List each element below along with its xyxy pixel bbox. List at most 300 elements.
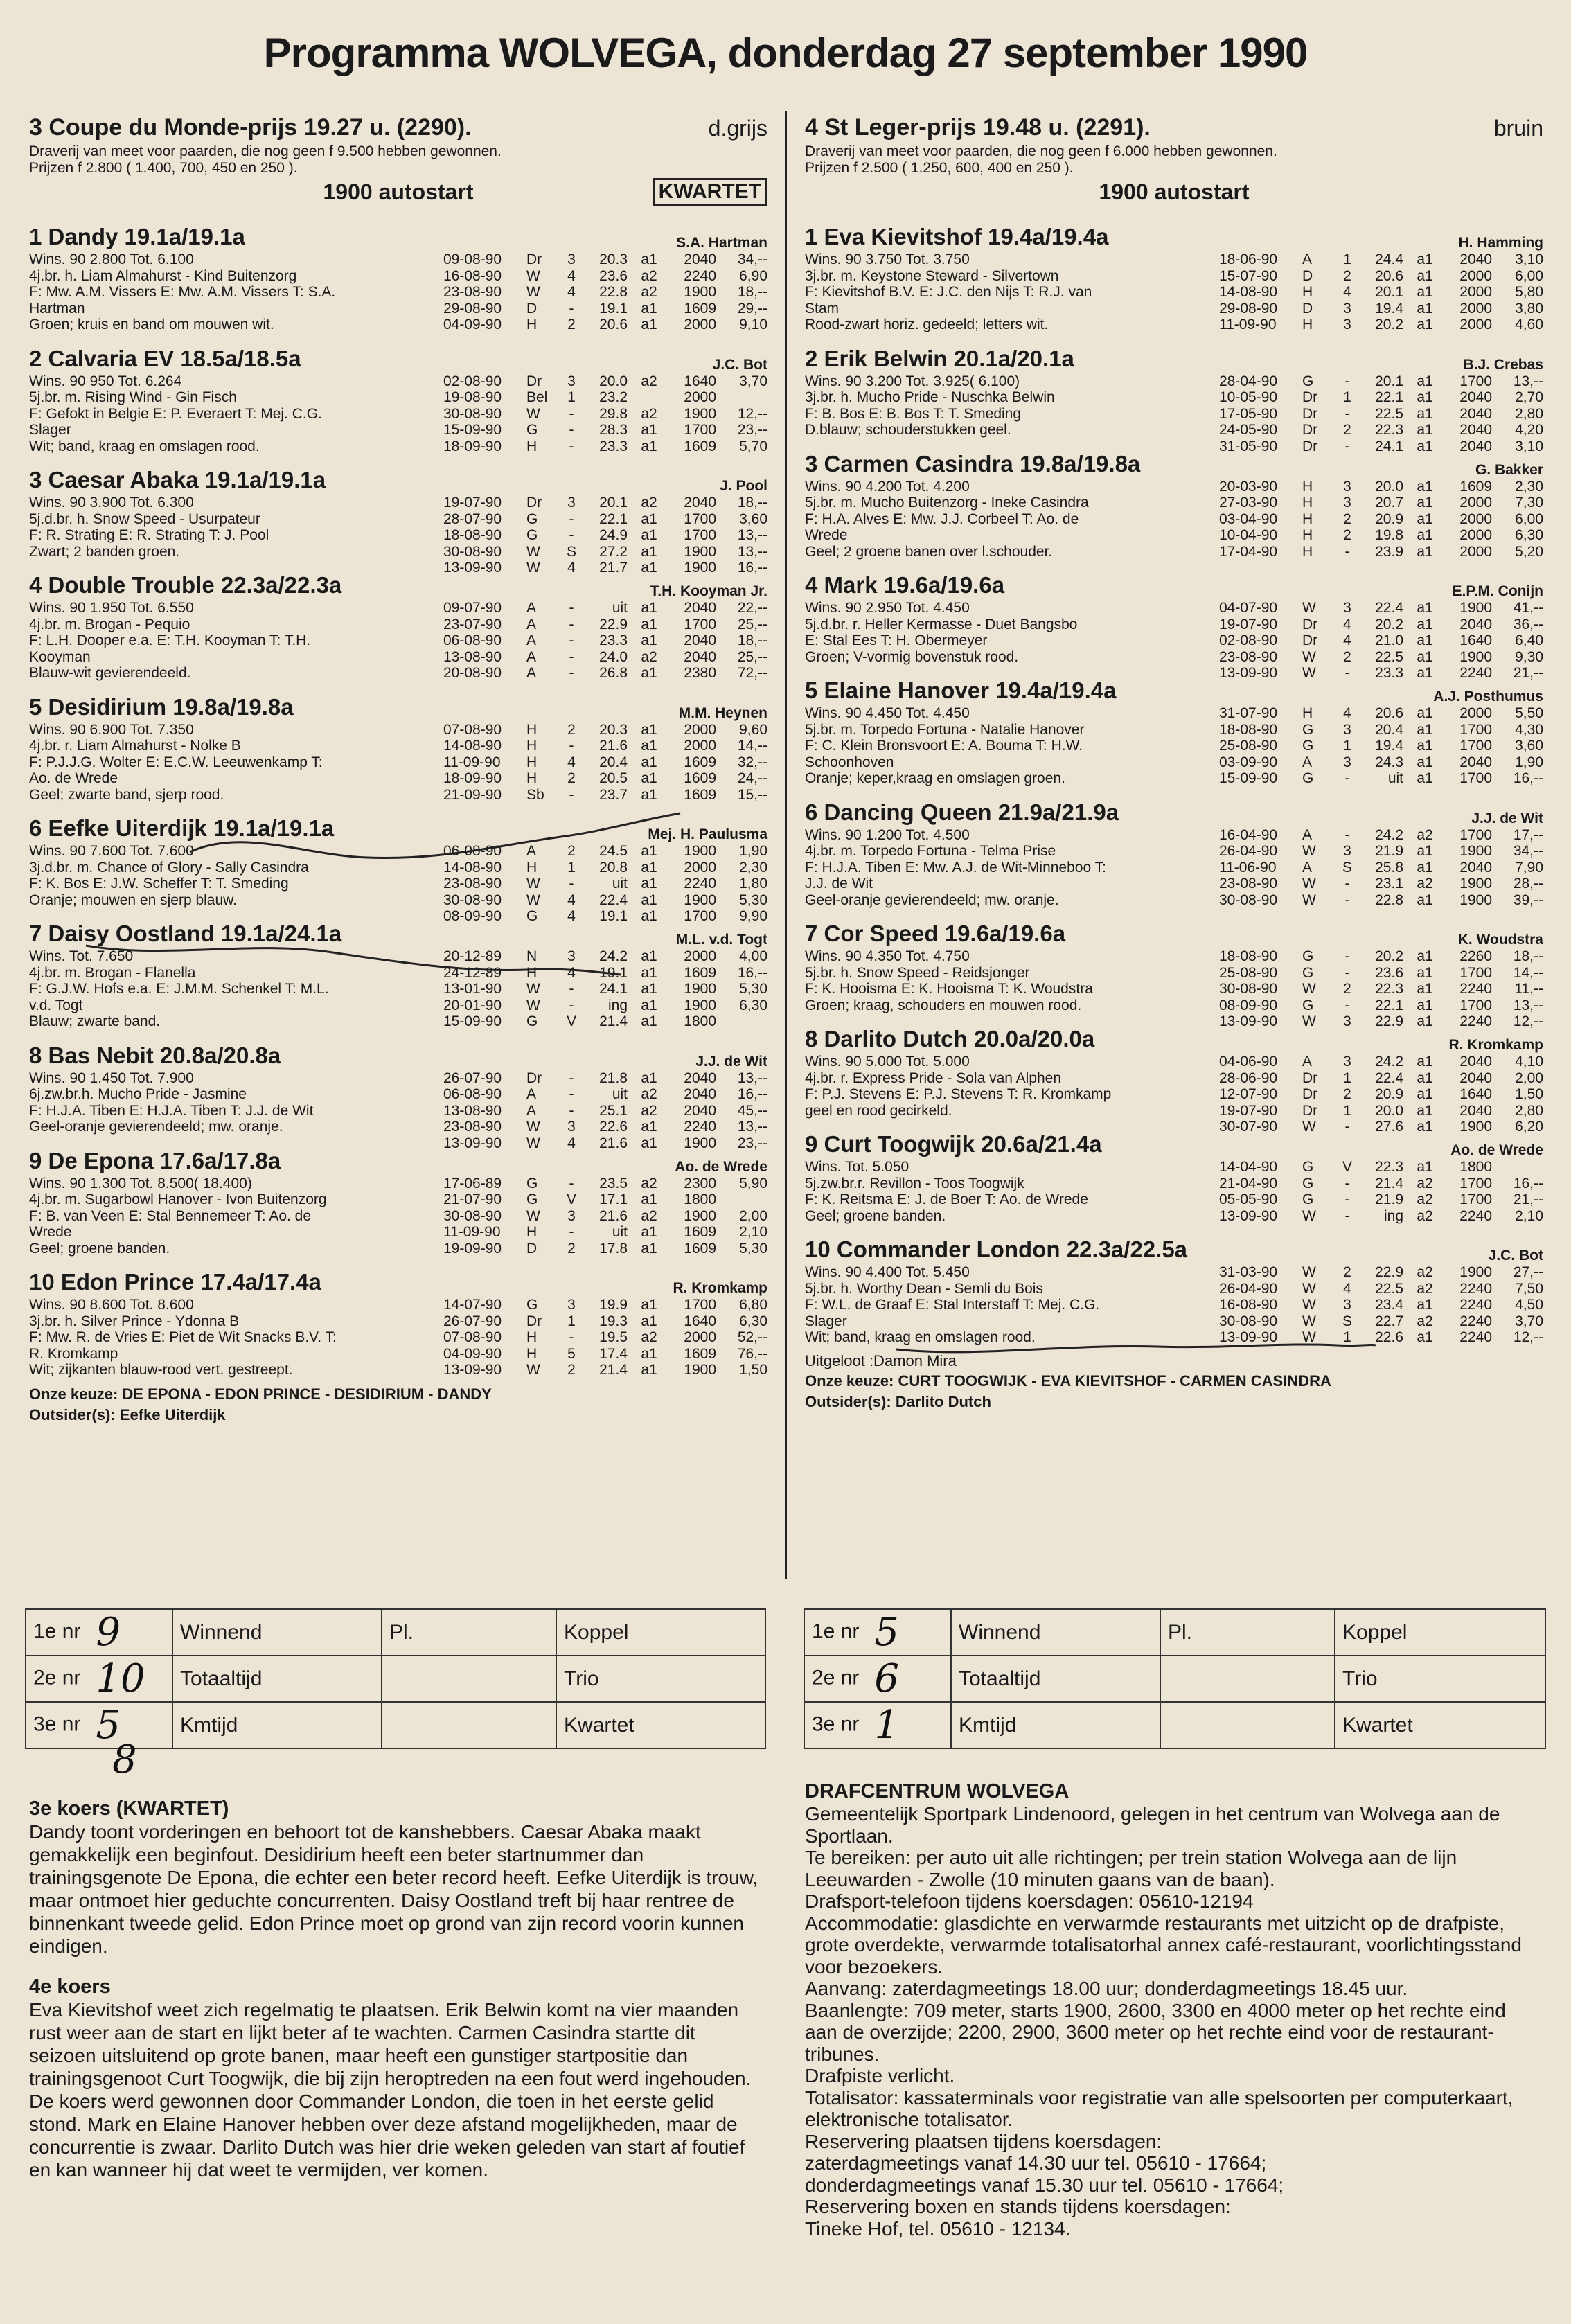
form-cell: 2240 [684, 1119, 716, 1135]
form-cell: a1 [1417, 478, 1433, 495]
form-cell: 1609 [684, 300, 716, 317]
horse-entry [805, 799, 1543, 909]
result-table-race-4 [804, 1608, 1546, 1749]
form-row [443, 317, 769, 333]
horse-info-line: Rood-zwart horiz. gedeeld; letters wit. [805, 317, 1049, 332]
form-row [443, 1208, 769, 1225]
form-cell: - [1344, 892, 1350, 908]
form-cell: 2 [1343, 981, 1351, 997]
horse-name: 4 Double Trouble 22.3a/22.3a [29, 572, 342, 598]
form-cell: 4,30 [1515, 721, 1543, 738]
form-cell: A [526, 632, 537, 648]
form-row [443, 1297, 769, 1313]
horse-header [805, 1131, 1543, 1159]
horse-entry [805, 1236, 1543, 1346]
form-cell: a1 [1417, 705, 1433, 721]
form-cell: 2000 [1459, 300, 1492, 317]
form-cell: Dr [1302, 389, 1318, 405]
form-cell: a1 [641, 964, 657, 981]
form-cell: W [1302, 665, 1316, 681]
form-cell: 11-09-90 [1219, 317, 1277, 332]
form-table [443, 1070, 769, 1152]
form-cell: 13,-- [737, 1119, 767, 1135]
form-cell: W [526, 876, 540, 892]
form-cell: W [1302, 1013, 1316, 1029]
horse-entry [29, 694, 767, 804]
form-table [443, 495, 769, 576]
result-row [26, 1656, 765, 1702]
form-cell: 30-08-90 [443, 405, 502, 422]
form-cell: G [1302, 1191, 1314, 1207]
horse-name: 5 Elaine Hanover 19.4a/19.4a [805, 677, 1117, 703]
form-cell: a1 [1417, 1119, 1433, 1135]
form-cell: 5,70 [739, 438, 767, 454]
form-cell: 23.7 [599, 786, 628, 803]
horse-info-line: Wrede [29, 1224, 72, 1240]
horse-info-line: 4j.br. m. Torpedo Fortuna - Telma Prise [805, 843, 1056, 859]
horse-info-line: Geel; groene banden. [29, 1240, 170, 1257]
form-cell: a1 [1417, 1297, 1433, 1313]
horse-info-line: F: Kievitshof B.V. E: J.C. den Nijs T: R.J. van [805, 284, 1092, 300]
form-cell: G [526, 1175, 538, 1191]
form-cell: 1900 [1459, 843, 1492, 859]
form-row [443, 665, 769, 682]
form-cell: 20.1 [599, 495, 628, 511]
drafcentrum-line: Totalisator: kassaterminals voor registratie van alle spelsoorten per computerkaart, elektronische totalisator. [805, 2086, 1514, 2130]
handwritten-number: 1 [874, 1703, 900, 1748]
horse-header [805, 224, 1543, 251]
form-cell: 18,-- [737, 495, 767, 511]
form-cell: 13-09-90 [1219, 665, 1278, 681]
form-row [443, 495, 769, 511]
form-cell: 21.4 [599, 1013, 628, 1029]
form-table [443, 600, 769, 682]
form-cell: 2040 [1459, 251, 1492, 267]
form-cell: a2 [641, 1329, 657, 1345]
form-cell: 1800 [684, 1191, 716, 1207]
form-cell: 15-09-90 [443, 1013, 502, 1029]
form-cell: W [1302, 1207, 1316, 1224]
form-cell: 1700 [684, 527, 716, 543]
form-cell: 18-09-90 [443, 770, 502, 786]
horse-info-line: F: G.J.W. Hofs e.a. E: J.M.M. Schenkel T: M.L. [29, 981, 329, 997]
form-row [443, 1103, 769, 1119]
form-cell: 1 [1343, 738, 1351, 754]
horse-info-line: Wins. 90 3.900 Tot. 6.300 [29, 495, 194, 511]
form-cell: 29-08-90 [1219, 300, 1278, 317]
form-cell: 2,00 [1515, 1070, 1543, 1086]
horse-info [29, 722, 438, 804]
form-cell: 18-09-90 [443, 438, 502, 454]
form-cell: 2 [1343, 1086, 1351, 1102]
horse-name: 2 Calvaria EV 18.5a/18.5a [29, 345, 301, 371]
form-cell: 2 [567, 770, 576, 786]
result-position [804, 1656, 951, 1702]
form-cell: 21,-- [1513, 1191, 1543, 1207]
horse-info [805, 948, 1214, 1013]
form-cell: 22.4 [1375, 600, 1403, 616]
form-cell: W [1302, 1329, 1316, 1345]
form-row [443, 787, 769, 804]
form-cell: A [526, 648, 537, 665]
form-cell: 25,-- [737, 648, 767, 665]
form-row [443, 1119, 769, 1135]
form-row [1219, 479, 1545, 495]
trainer-name: M.L. v.d. Togt [675, 932, 767, 948]
form-cell: a1 [641, 1119, 657, 1135]
form-cell: 3 [1343, 478, 1351, 495]
form-cell: 1900 [684, 843, 716, 859]
form-cell: 2040 [1459, 616, 1492, 632]
horse-info [29, 600, 438, 682]
form-cell: 3,10 [1515, 438, 1543, 454]
form-cell: G [1302, 997, 1314, 1013]
horse-info-line: 5j.br. h. Snow Speed - Reidsjonger [805, 964, 1030, 981]
form-cell: G [526, 1013, 538, 1029]
form-cell: Dr [1302, 616, 1318, 632]
form-cell: G [526, 908, 538, 924]
form-cell: 31-05-90 [1219, 438, 1278, 454]
horse-name: 2 Erik Belwin 20.1a/20.1a [805, 345, 1074, 371]
form-cell: 1700 [1459, 1175, 1492, 1191]
form-cell: H [1302, 495, 1313, 511]
form-cell: a1 [1417, 754, 1433, 770]
form-row [443, 422, 769, 438]
horse-info-line: 3j.d.br. m. Chance of Glory - Sally Casindra [29, 859, 309, 876]
form-cell: 5,50 [1515, 705, 1543, 721]
horse-name: 6 Eefke Uiterdijk 19.1a/19.1a [29, 815, 335, 841]
form-cell: 18,-- [737, 632, 767, 648]
horse-body [805, 948, 1543, 1029]
form-cell: 19.1 [599, 964, 628, 981]
result-label: Pl. [382, 1609, 556, 1656]
form-cell: 36,-- [1513, 616, 1543, 632]
form-cell: 32,-- [737, 754, 767, 770]
form-cell: 13-09-90 [1219, 1207, 1278, 1224]
form-cell: 30-07-90 [1219, 1119, 1278, 1135]
race-start-type [805, 179, 1543, 211]
trainer-name: M.M. Heynen [678, 704, 767, 721]
form-cell: 13-09-90 [443, 560, 502, 576]
form-cell: 13-01-90 [443, 981, 502, 997]
form-cell: 2040 [1459, 438, 1492, 454]
form-cell: Dr [526, 251, 542, 267]
form-cell: 3,10 [1515, 251, 1543, 267]
form-row [1219, 1176, 1545, 1192]
horse-info-line: Groen; kraag, schouders en mouwen rood. [805, 997, 1082, 1013]
horse-header [29, 1043, 767, 1070]
form-cell: G [526, 1191, 538, 1207]
form-cell: 15-09-90 [1219, 770, 1278, 786]
form-cell: a1 [1417, 859, 1433, 876]
form-row [443, 738, 769, 754]
form-cell: a2 [641, 495, 657, 511]
form-cell: 24.1 [599, 981, 628, 997]
form-cell: 1640 [684, 373, 716, 389]
form-row [443, 965, 769, 982]
form-cell: 26-04-90 [1219, 843, 1278, 859]
form-cell: a2 [1417, 876, 1433, 892]
form-cell: 19.5 [599, 1329, 628, 1345]
trainer-name: J.J. de Wit [1471, 810, 1543, 826]
form-cell: 1700 [1459, 770, 1492, 786]
form-row [443, 981, 769, 997]
form-cell: 3 [1343, 721, 1351, 738]
form-row [1219, 1281, 1545, 1297]
result-label: Trio [556, 1656, 765, 1702]
race-start-type [29, 179, 767, 211]
horse-entry [29, 815, 767, 924]
form-cell: 5,90 [739, 1175, 767, 1191]
form-cell: 2240 [684, 876, 716, 892]
form-cell: A [526, 1102, 537, 1119]
form-cell: a1 [1417, 892, 1433, 908]
form-cell: W [1302, 1313, 1316, 1329]
form-cell: V [1342, 1159, 1352, 1175]
form-cell: 3 [1343, 1297, 1351, 1313]
page-title: Programma WOLVEGA, donderdag 27 september 1990 [263, 30, 1308, 76]
form-cell: a1 [1417, 317, 1433, 332]
form-cell [716, 389, 767, 406]
race-color-label: bruin [1493, 116, 1543, 141]
form-cell: a1 [1417, 495, 1433, 511]
form-table [1219, 1159, 1545, 1224]
form-cell: 34,-- [1513, 843, 1543, 859]
race-heading: 4 St Leger-prijs 19.48 u. (2291). bruin [805, 114, 1543, 141]
form-cell: 24.4 [1375, 251, 1403, 267]
horse-info-line: Geel-oranje gevierendeeld; mw. oranje. [29, 1119, 283, 1135]
drafcentrum-line: Gemeentelijk Sportpark Lindenoord, gelegen in het centrum van Wolvega aan de Sportlaan. [805, 1803, 1500, 1847]
form-cell: 4 [1343, 632, 1351, 648]
horse-info-line: Wins. Tot. 7.650 [29, 948, 134, 964]
result-row [26, 1609, 765, 1656]
form-cell: 18-08-90 [1219, 721, 1278, 738]
race-color-label: d.grijs [708, 116, 767, 141]
form-cell: 18-08-90 [1219, 948, 1278, 964]
trainer-name: H. Hamming [1458, 235, 1543, 251]
form-row [443, 389, 769, 406]
form-cell: 25-08-90 [1219, 964, 1278, 981]
form-row [1219, 981, 1545, 997]
horse-info-line: Wit; band, kraag en omslagen rood. [29, 438, 260, 454]
form-row [1219, 1159, 1545, 1176]
form-cell: A [1302, 859, 1313, 876]
form-row [1219, 827, 1545, 844]
form-cell: 23.6 [1375, 964, 1403, 981]
form-cell: 2 [1343, 267, 1351, 284]
form-cell: A [1302, 1054, 1313, 1070]
form-cell: 20.2 [1375, 948, 1403, 964]
form-cell: A [1302, 754, 1313, 770]
form-cell: 22.1 [1375, 997, 1403, 1013]
result-label: Kwartet [1335, 1702, 1545, 1748]
horse-name: 7 Cor Speed 19.6a/19.6a [805, 921, 1066, 946]
form-cell: a1 [641, 632, 657, 648]
form-cell: 1640 [684, 1313, 716, 1329]
form-cell: 27.2 [599, 543, 628, 560]
trainer-name: S.A. Hartman [676, 235, 767, 251]
form-table [443, 1176, 769, 1257]
horse-entry [29, 346, 767, 455]
form-cell: 6,00 [1515, 511, 1543, 527]
form-cell: a1 [1417, 600, 1433, 616]
result-label: Kmtijd [951, 1702, 1160, 1748]
horse-info-line: F: H.J.A. Tiben E: H.J.A. Tiben T: J.J. de Wit [29, 1102, 314, 1119]
form-row [1219, 1070, 1545, 1087]
form-cell: 9,10 [739, 317, 767, 332]
form-cell: a1 [1417, 1013, 1433, 1029]
form-cell: 07-08-90 [443, 1329, 502, 1345]
form-cell: a1 [1417, 405, 1433, 422]
form-cell: 26-04-90 [1219, 1280, 1278, 1297]
form-table [443, 1297, 769, 1378]
form-cell: W [526, 892, 540, 908]
form-cell: 23,-- [737, 1135, 767, 1151]
horse-name: 10 Commander London 22.3a/22.5a [805, 1236, 1188, 1262]
form-cell: a1 [1417, 948, 1433, 964]
form-cell: W [526, 1362, 540, 1378]
horse-info-line: geel en rood gecirkeld. [805, 1102, 952, 1119]
form-cell: - [1344, 1207, 1350, 1224]
form-cell: 20-03-90 [1219, 478, 1278, 495]
form-cell: Dr [526, 495, 542, 511]
form-cell: 20-12-89 [443, 948, 502, 964]
form-cell: G [526, 527, 538, 543]
form-cell: - [1344, 997, 1350, 1013]
form-cell: 25.1 [599, 1102, 628, 1119]
form-cell: 1700 [684, 422, 716, 438]
form-cell: 1609 [684, 770, 716, 786]
form-cell: 23-08-90 [443, 876, 502, 892]
form-cell: - [569, 648, 574, 665]
form-cell: 16-08-90 [443, 267, 502, 284]
horse-info-line: 3j.br. h. Mucho Pride - Nuschka Belwin [805, 389, 1055, 405]
horse-header [805, 1026, 1543, 1054]
result-position [26, 1702, 172, 1748]
horse-info-line: Wins. 90 3.750 Tot. 3.750 [805, 251, 970, 267]
form-row [1219, 600, 1545, 617]
result-label: Kwartet [556, 1702, 765, 1748]
form-cell: 22.9 [1375, 1264, 1403, 1280]
form-cell: 05-05-90 [1219, 1191, 1278, 1207]
result-label [1160, 1702, 1335, 1748]
form-cell: W [526, 1135, 540, 1151]
form-cell: 19-08-90 [443, 389, 502, 405]
result-position [804, 1609, 951, 1656]
form-cell: a1 [1417, 1054, 1433, 1070]
horse-info [805, 1264, 1214, 1346]
form-cell: 2000 [684, 738, 716, 754]
form-cell: H [526, 964, 538, 981]
form-cell: 52,-- [737, 1329, 767, 1345]
form-cell: 3,80 [1515, 300, 1543, 317]
form-cell: 2000 [1459, 527, 1492, 543]
form-cell: 17.4 [599, 1345, 628, 1362]
form-cell: 2240 [1459, 981, 1492, 997]
form-cell: 4,00 [739, 948, 767, 964]
form-cell: 09-08-90 [443, 251, 502, 267]
form-cell: D [526, 1240, 538, 1257]
form-cell: 27.6 [1375, 1119, 1403, 1135]
form-row [443, 251, 769, 268]
form-cell: H [1302, 527, 1313, 543]
form-cell: 23.3 [599, 438, 628, 454]
form-cell: 3,60 [739, 511, 767, 527]
form-cell: 1 [1343, 1102, 1351, 1119]
form-cell: 1900 [684, 1135, 716, 1151]
form-cell: 31-03-90 [1219, 1264, 1278, 1280]
form-row [1219, 301, 1545, 317]
form-cell: 1,50 [1515, 1086, 1543, 1102]
form-cell: 23-07-90 [443, 616, 502, 632]
form-cell: 1,90 [739, 843, 767, 859]
form-cell: 12,-- [1513, 1329, 1543, 1345]
form-cell: 21.7 [599, 560, 628, 576]
form-cell: 14-08-90 [1219, 284, 1278, 300]
form-cell: 28,-- [1513, 876, 1543, 892]
form-table [443, 251, 769, 333]
form-cell: 24.1 [1375, 438, 1403, 454]
horse-info-line: Wins. 90 3.200 Tot. 3.925( 6.100) [805, 373, 1020, 389]
form-cell: - [1344, 964, 1350, 981]
form-cell: W [526, 284, 540, 300]
form-row [1219, 632, 1545, 649]
form-row [1219, 965, 1545, 982]
horse-info-line: 5j.d.br. h. Snow Speed - Usurpateur [29, 511, 260, 527]
horse-entry [805, 451, 1543, 560]
form-cell: H [1302, 543, 1313, 560]
form-cell: 24-12-89 [443, 964, 502, 981]
form-cell: 7,90 [1515, 859, 1543, 876]
form-cell: 2040 [684, 632, 716, 648]
form-cell: 20.0 [1375, 478, 1403, 495]
horse-info-line: Geel-oranje gevierendeeld; mw. oranje. [805, 892, 1059, 908]
form-cell: 6,80 [739, 1297, 767, 1313]
form-cell: 20.1 [1375, 373, 1403, 389]
form-cell: - [569, 600, 574, 616]
form-cell: 13,-- [1513, 997, 1543, 1013]
form-table [1219, 1264, 1545, 1346]
form-cell: a1 [641, 511, 657, 527]
form-cell: 1,80 [739, 876, 767, 892]
form-cell: 29.8 [599, 405, 628, 422]
form-cell: A [526, 616, 537, 632]
form-cell: a1 [641, 1135, 657, 1151]
form-cell: 20.6 [599, 317, 628, 332]
horse-info-line: 4j.br. m. Brogan - Flanella [29, 964, 196, 981]
form-cell: 11-06-90 [1219, 859, 1277, 876]
form-cell: 02-08-90 [1219, 632, 1278, 648]
form-row [1219, 389, 1545, 406]
form-cell: G [1302, 1175, 1314, 1191]
race-description: Draverij van meet voor paarden, die nog geen f 9.500 hebben gewonnen. [29, 143, 502, 159]
preview-4-text: Eva Kievitshof weet zich regelmatig te plaatsen. Erik Belwin komt na vier maanden rust weer aan de start en lijkt beter af te wachten. Carmen Casindra startte dit seizoen uitsluitend op grote banen, maar heeft een gunstiger startpositie dan trainingsgenoot Curt Toogwijk, die bij zijn heroptreden na een fout werd ingehouden. De koers werd gewonnen door Commander London, die toen in het eerste gelid stond. Mark en Elaine Hanover hebben over deze afstand mogelijkheden, maar de concurrentie is zwaar. Darlito Dutch was hier drie weken geleden van start af foutief en kan wanneer hij dat weet te vermijden, ver komen. [29, 1999, 752, 2181]
horse-header [29, 346, 767, 373]
horse-body [29, 1070, 767, 1151]
form-cell: G [526, 422, 538, 438]
form-cell: a1 [1417, 665, 1433, 681]
horse-info-line: E: Stal Ees T: H. Obermeyer [805, 632, 988, 648]
form-cell: a1 [1417, 981, 1433, 997]
form-cell: 06-08-90 [443, 1086, 502, 1102]
form-cell: 11-09-90 [443, 754, 501, 770]
form-cell: 21.9 [1375, 1191, 1403, 1207]
form-cell: 21.4 [599, 1362, 628, 1378]
form-cell: V [566, 1013, 576, 1029]
form-cell: 3 [1343, 843, 1351, 859]
form-cell: 1700 [1459, 826, 1492, 843]
form-cell: 13,-- [1513, 373, 1543, 389]
